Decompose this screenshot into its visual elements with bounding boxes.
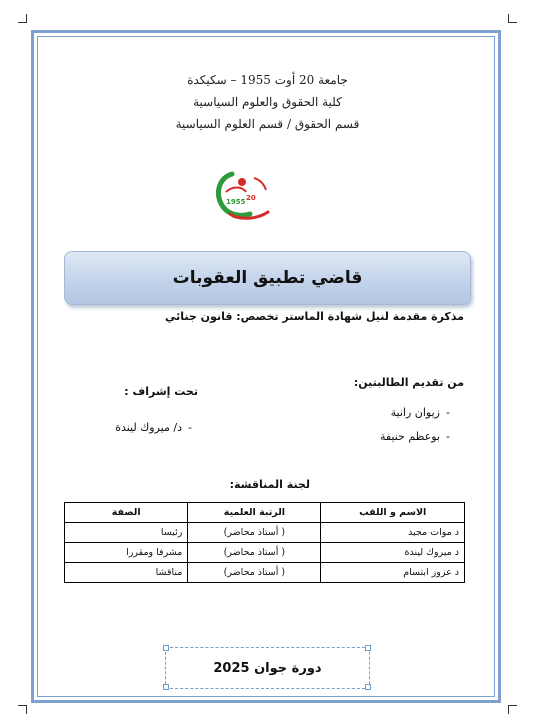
students-heading: من تقديم الطالبتين:	[353, 376, 464, 389]
table-header-row	[65, 503, 465, 523]
member-role: مناقشا	[65, 563, 188, 583]
session-textbox[interactable]	[165, 647, 370, 689]
supervisor-bullet: -	[188, 421, 192, 434]
crop-mark-bottom-right	[508, 705, 517, 714]
member-role: مشرفا ومقررا	[65, 543, 188, 563]
thesis-title-box	[64, 251, 471, 305]
university-header	[0, 69, 535, 135]
resize-handle[interactable]	[365, 645, 371, 651]
crop-mark-bottom-left	[18, 705, 27, 714]
table-row	[65, 563, 465, 583]
thesis-subtitle: مذكرة مقدمة لنيل شهادة الماستر تخصص: قانون جنائي	[165, 310, 464, 323]
university-name: جامعة 20 أوت 1955 – سكيكدة	[187, 73, 348, 87]
crop-mark-top-left	[18, 14, 27, 23]
column-header-name: الاسم و اللقب	[321, 503, 465, 523]
member-name: د ميروك ليندة	[321, 543, 465, 563]
committee-heading: لجنة المناقشة:	[229, 478, 310, 491]
student-bullet: -	[446, 406, 450, 419]
thesis-title: قاضي تطبيق العقوبات	[172, 268, 363, 288]
crop-mark-top-right	[508, 14, 517, 23]
page-border-inner	[37, 36, 495, 697]
member-name: د عزوز ابتسام	[321, 563, 465, 583]
table-row	[65, 543, 465, 563]
committee-table	[64, 502, 465, 583]
column-header-rank: الرتبة العلمية	[188, 503, 321, 523]
member-role: رئيسا	[65, 523, 188, 543]
column-header-role: الصفة	[65, 503, 188, 523]
session-label: دورة جوان 2025	[213, 660, 322, 676]
faculty-name: كلية الحقوق والعلوم السياسية	[193, 95, 342, 109]
student-name: بوعظم حنيفة	[379, 430, 440, 443]
student-bullet: -	[446, 430, 450, 443]
table-row	[65, 523, 465, 543]
member-rank: ( أستاذ محاضر)	[188, 563, 321, 583]
member-name: د موات مجيد	[321, 523, 465, 543]
supervisor-name: د/ ميروك ليندة	[115, 421, 182, 434]
svg-text:1955: 1955	[226, 198, 246, 206]
resize-handle[interactable]	[163, 684, 169, 690]
student-name: زيوان رانية	[390, 406, 440, 419]
member-rank: ( أستاذ محاضر)	[188, 543, 321, 563]
university-logo	[212, 168, 274, 222]
supervisor-heading: تحت إشراف :	[124, 385, 198, 398]
department-name: قسم الحقوق / قسم العلوم السياسية	[175, 117, 360, 131]
member-rank: ( أستاذ محاضر)	[188, 523, 321, 543]
svg-text:20: 20	[246, 194, 256, 202]
resize-handle[interactable]	[163, 645, 169, 651]
resize-handle[interactable]	[365, 684, 371, 690]
